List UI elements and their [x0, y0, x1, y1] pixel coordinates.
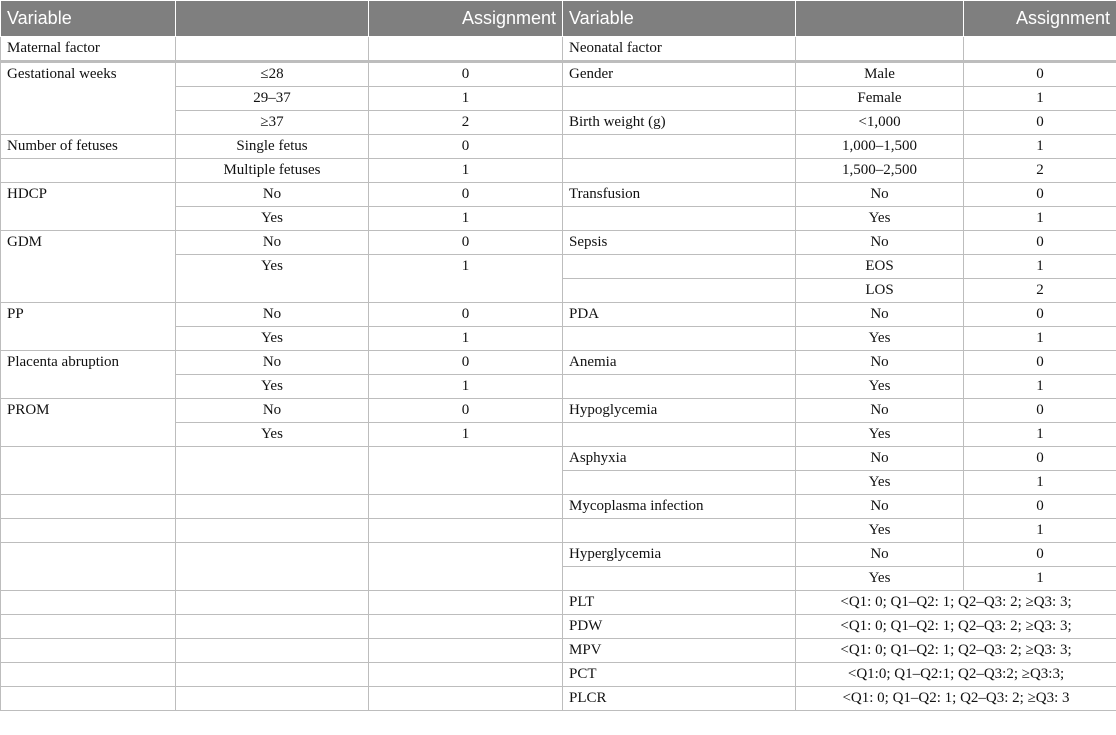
- value-cell: Yes: [176, 255, 369, 303]
- table-row: [1, 639, 1116, 663]
- assignment-cell: 1: [964, 567, 1116, 591]
- variable-pda: PDA: [563, 303, 796, 327]
- table-row: [1, 231, 1116, 255]
- value-cell: Yes: [176, 207, 369, 231]
- assignment-cell: 1: [964, 255, 1116, 279]
- assignment-cell: 1: [964, 471, 1116, 495]
- variable-hdcp: HDCP: [1, 183, 176, 231]
- value-cell: No: [176, 183, 369, 207]
- value-cell: Female: [796, 87, 964, 111]
- table-row: [1, 687, 1116, 711]
- table-row: [1, 543, 1116, 567]
- assignment-cell: 0: [964, 543, 1116, 567]
- value-cell: Yes: [176, 375, 369, 399]
- neonatal-factor-label: Neonatal factor: [563, 37, 796, 62]
- table-row: [1, 351, 1116, 375]
- variable-plcr: PLCR: [563, 687, 796, 711]
- variable-prom: PROM: [1, 399, 176, 447]
- variable-transfusion: Transfusion: [563, 183, 796, 207]
- quartile-assignment-cell: <Q1: 0; Q1–Q2: 1; Q2–Q3: 2; ≥Q3: 3;: [796, 639, 1116, 663]
- header-value-right: [796, 1, 964, 37]
- value-cell: No: [796, 495, 964, 519]
- assignment-cell: 0: [369, 351, 563, 375]
- assignment-cell: 0: [369, 62, 563, 87]
- assignment-cell: 1: [369, 375, 563, 399]
- assignment-cell: 1: [369, 87, 563, 111]
- assignment-cell: 1: [369, 255, 563, 303]
- value-cell: Yes: [796, 519, 964, 543]
- value-cell: 1,500–2,500: [796, 159, 964, 183]
- value-cell: ≥37: [176, 111, 369, 135]
- assignment-cell: 0: [369, 231, 563, 255]
- assignment-cell: 1: [964, 519, 1116, 543]
- header-variable-right: Variable: [563, 1, 796, 37]
- value-cell: ≤28: [176, 62, 369, 87]
- value-cell: Single fetus: [176, 135, 369, 159]
- assignment-cell: 0: [964, 351, 1116, 375]
- value-cell: No: [796, 399, 964, 423]
- assignment-cell: 0: [369, 183, 563, 207]
- value-cell: No: [796, 231, 964, 255]
- assignment-cell: 1: [964, 327, 1116, 351]
- assignment-cell: 1: [369, 327, 563, 351]
- value-cell: No: [796, 447, 964, 471]
- assignment-cell: 1: [369, 159, 563, 183]
- table-row: [1, 135, 1116, 159]
- value-cell: 29–37: [176, 87, 369, 111]
- assignment-cell: 1: [964, 375, 1116, 399]
- quartile-assignment-cell: <Q1: 0; Q1–Q2: 1; Q2–Q3: 2; ≥Q3: 3;: [796, 615, 1116, 639]
- table-row: [1, 495, 1116, 519]
- assignment-cell: 1: [964, 207, 1116, 231]
- value-cell: No: [796, 303, 964, 327]
- assignment-cell: 1: [964, 135, 1116, 159]
- value-cell: Yes: [176, 327, 369, 351]
- variable-gestational-weeks: Gestational weeks: [1, 62, 176, 135]
- value-cell: Yes: [796, 375, 964, 399]
- value-cell: <1,000: [796, 111, 964, 135]
- table-header-row: [1, 1, 1116, 37]
- value-cell: No: [796, 351, 964, 375]
- assignment-cell: 1: [369, 207, 563, 231]
- maternal-factor-label: Maternal factor: [1, 37, 176, 62]
- value-cell: LOS: [796, 279, 964, 303]
- quartile-assignment-cell: <Q1:0; Q1–Q2:1; Q2–Q3:2; ≥Q3:3;: [796, 663, 1116, 687]
- variable-pp: PP: [1, 303, 176, 351]
- variable-gdm: GDM: [1, 231, 176, 303]
- assignment-cell: 0: [369, 399, 563, 423]
- value-cell: 1,000–1,500: [796, 135, 964, 159]
- quartile-assignment-cell: <Q1: 0; Q1–Q2: 1; Q2–Q3: 2; ≥Q3: 3;: [796, 591, 1116, 615]
- assignment-cell: 1: [964, 423, 1116, 447]
- variable-gender: Gender: [563, 62, 796, 87]
- table-row: [1, 591, 1116, 615]
- table-row: [1, 663, 1116, 687]
- table-row: [1, 399, 1116, 423]
- value-cell: Yes: [176, 423, 369, 447]
- header-value-left: [176, 1, 369, 37]
- value-cell: Male: [796, 62, 964, 87]
- value-cell: No: [176, 231, 369, 255]
- variable-asphyxia: Asphyxia: [563, 447, 796, 471]
- header-assignment-left: Assignment: [369, 1, 563, 37]
- header-variable-left: Variable: [1, 1, 176, 37]
- variable-number-of-fetuses: Number of fetuses: [1, 135, 176, 159]
- assignment-cell: 0: [964, 303, 1116, 327]
- value-cell: Yes: [796, 423, 964, 447]
- value-cell: No: [176, 351, 369, 375]
- assignment-cell: 1: [369, 423, 563, 447]
- value-cell: Multiple fetuses: [176, 159, 369, 183]
- variable-placenta-abruption: Placenta abruption: [1, 351, 176, 399]
- variable-mpv: MPV: [563, 639, 796, 663]
- table-row: [1, 303, 1116, 327]
- table-row: [1, 615, 1116, 639]
- variable-anemia: Anemia: [563, 351, 796, 375]
- value-cell: Yes: [796, 471, 964, 495]
- variable-birth-weight: Birth weight (g): [563, 111, 796, 135]
- table-row: [1, 159, 1116, 183]
- value-cell: EOS: [796, 255, 964, 279]
- assignment-cell: 0: [964, 62, 1116, 87]
- assignment-cell: 0: [964, 231, 1116, 255]
- value-cell: Yes: [796, 207, 964, 231]
- assignment-cell: 0: [964, 111, 1116, 135]
- table-row: [1, 519, 1116, 543]
- table-row: [1, 62, 1116, 87]
- assignment-cell: 2: [964, 279, 1116, 303]
- value-cell: No: [176, 399, 369, 423]
- table-row: [1, 37, 1116, 62]
- variable-sepsis: Sepsis: [563, 231, 796, 255]
- variable-hypoglycemia: Hypoglycemia: [563, 399, 796, 423]
- header-assignment-right: Assignment: [964, 1, 1116, 37]
- value-cell: Yes: [796, 327, 964, 351]
- assignment-cell: 1: [964, 87, 1116, 111]
- variable-mycoplasma-infection: Mycoplasma infection: [563, 495, 796, 519]
- value-cell: Yes: [796, 567, 964, 591]
- table-row: [1, 447, 1116, 471]
- assignment-cell: 2: [964, 159, 1116, 183]
- assignment-cell: 0: [369, 135, 563, 159]
- quartile-assignment-cell: <Q1: 0; Q1–Q2: 1; Q2–Q3: 2; ≥Q3: 3: [796, 687, 1116, 711]
- value-cell: No: [176, 303, 369, 327]
- value-cell: No: [796, 183, 964, 207]
- assignment-cell: 0: [964, 399, 1116, 423]
- value-cell: No: [796, 543, 964, 567]
- variable-plt: PLT: [563, 591, 796, 615]
- table-row: [1, 183, 1116, 207]
- assignment-cell: 0: [369, 303, 563, 327]
- assignment-cell: 0: [964, 447, 1116, 471]
- assignment-cell: 0: [964, 183, 1116, 207]
- variable-hyperglycemia: Hyperglycemia: [563, 543, 796, 567]
- assignment-cell: 0: [964, 495, 1116, 519]
- variable-pct: PCT: [563, 663, 796, 687]
- variable-pdw: PDW: [563, 615, 796, 639]
- assignment-cell: 2: [369, 111, 563, 135]
